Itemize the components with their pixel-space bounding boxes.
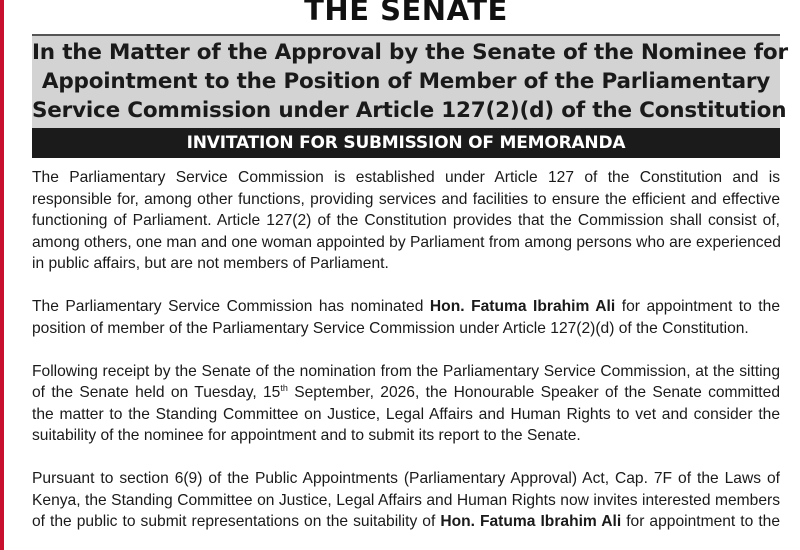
text-line: Pursuant to section 6(9) of the Public Appointments (Parliamentary Approval) Act, Cap. 7F of the Laws of — [32, 470, 780, 487]
text-line: among others, one man and one woman appointed by Parliament from among persons who are experienced — [32, 233, 781, 251]
text-line — [32, 296, 780, 318]
text-line: in public affairs, but are not members of Parliament. — [32, 255, 389, 272]
ordinal-suffix: th — [280, 383, 288, 393]
notice-title-line: Service Commission under Article 127(2)(d) of the Constitution — [32, 98, 787, 123]
left-red-rule — [0, 0, 4, 550]
text-line: functioning of Parliament. Article 127(2) of the Constitution provides that the Commission shall consist of, — [32, 212, 780, 229]
notice-body — [32, 167, 780, 533]
text-line: responsible for, among other functions, providing services and facilities to ensure the efficient and effective — [32, 190, 780, 208]
paragraph-invitation — [32, 468, 780, 533]
text-segment: September, 2026, the Honourable Speaker of the Senate committed — [287, 384, 780, 401]
text-line: Kenya, the Standing Committee on Justice, Legal Affairs and Human Rights now invites interested members — [32, 491, 780, 509]
notice-page — [32, 0, 788, 550]
text-segment: for appointment to the — [621, 513, 780, 530]
text-line: the matter to the Standing Committee on Justice, Legal Affairs and Human Rights to vet and consider the — [32, 405, 780, 423]
nominee-name: Hon. Fatuma Ibrahim Ali — [440, 513, 622, 530]
paragraph-committal — [32, 361, 780, 447]
notice-title-line: In the Matter of the Approval by the Senate of the Nominee for — [32, 40, 788, 65]
nominee-name: Hon. Fatuma Ibrahim Ali — [429, 298, 616, 315]
text-line — [32, 382, 780, 404]
text-line: suitability of the nominee for appointment and to submit its report to the Senate. — [32, 427, 581, 444]
invitation-banner: INVITATION FOR SUBMISSION OF MEMORANDA — [32, 128, 780, 158]
masthead-title: THE SENATE — [304, 0, 508, 22]
notice-title-line: Appointment to the Position of Member of the Parliamentary — [41, 69, 771, 94]
text-segment: The Parliamentary Service Commission has nominated — [32, 298, 430, 315]
notice-title-box — [32, 34, 788, 128]
text-line: position of member of the Parliamentary Service Commission under Article 127(2)(d) of the Constitution. — [32, 319, 749, 337]
paragraph-nomination — [32, 296, 780, 339]
text-line: The Parliamentary Service Commission is established under Article 127 of the Constitution and is — [32, 169, 780, 186]
text-segment: for appointment to the — [615, 298, 780, 315]
paragraph-commission-background — [32, 167, 780, 275]
text-line: Following receipt by the Senate of the nomination from the Parliamentary Service Commission, at the sitting — [32, 362, 780, 380]
text-segment: of the Senate held on Tuesday, 15 — [32, 384, 281, 401]
text-segment: of the public to submit representations on the suitability of — [32, 513, 441, 530]
text-line — [32, 511, 780, 533]
